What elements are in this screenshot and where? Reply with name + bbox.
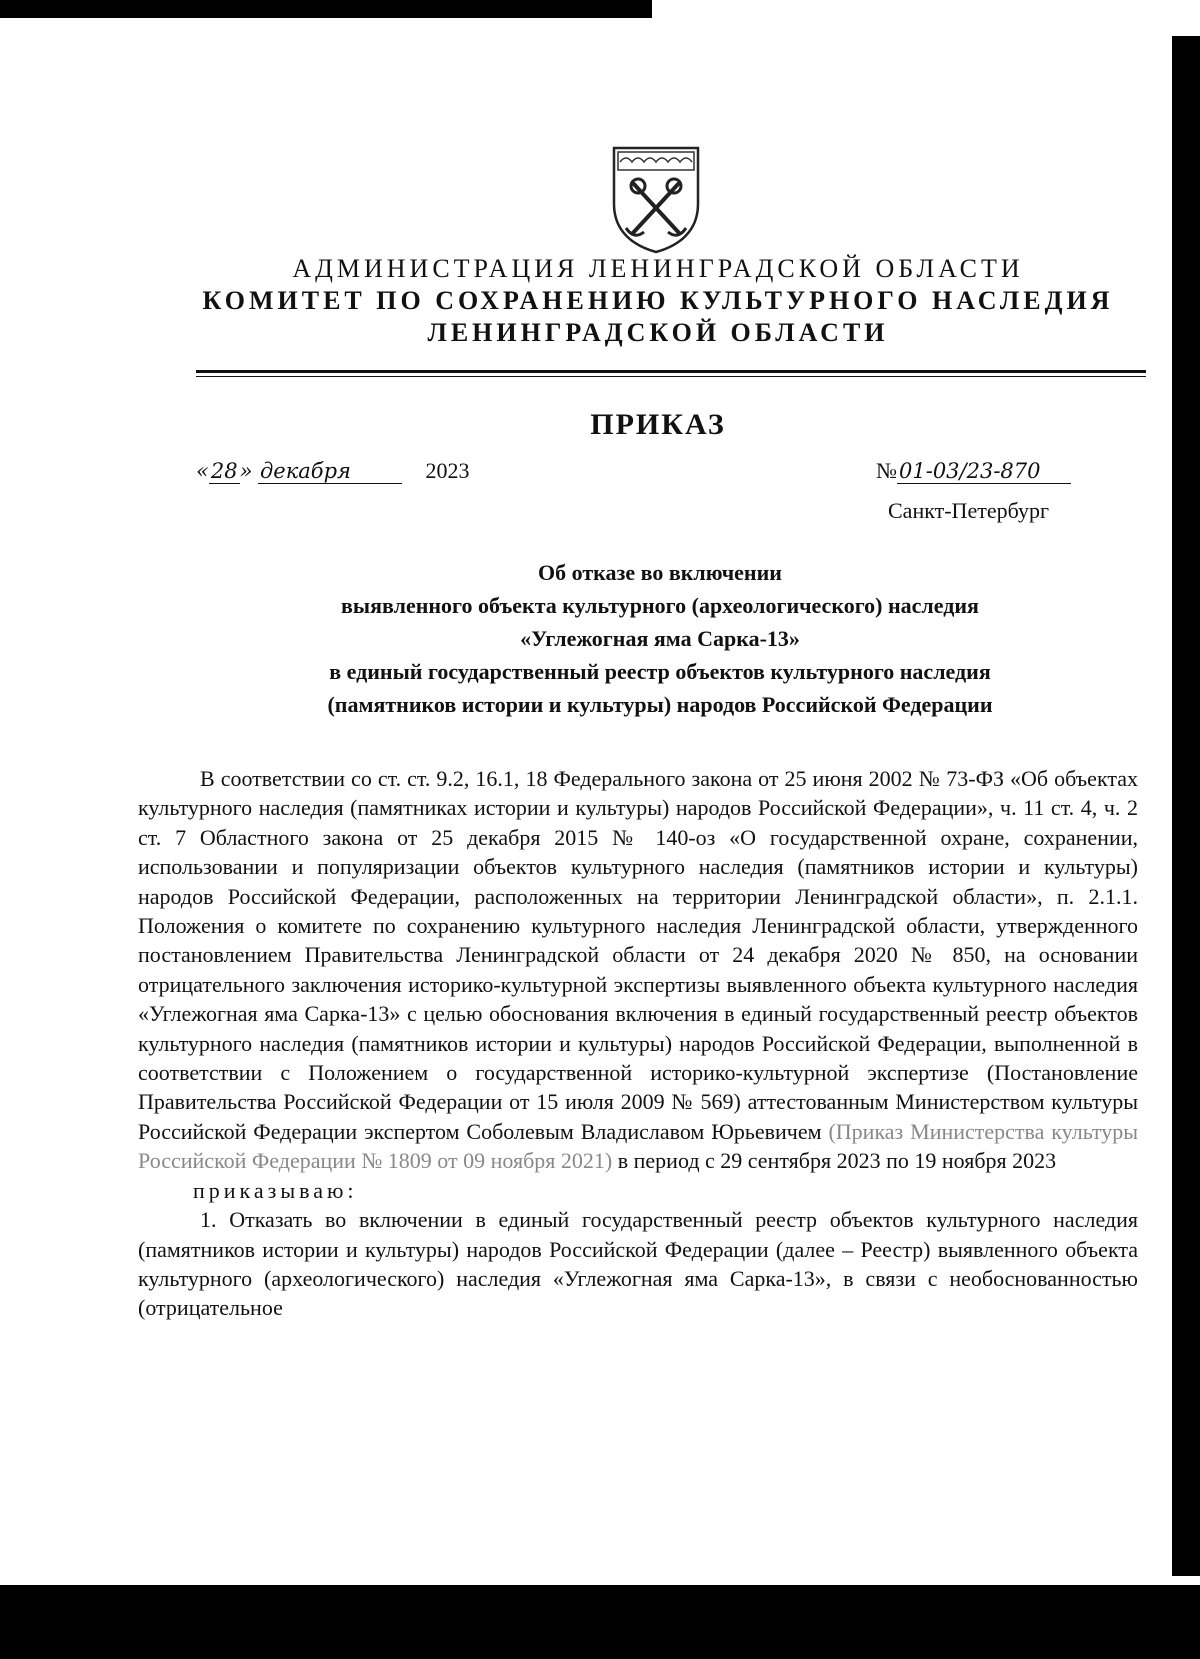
org-name-line-1: АДМИНИСТРАЦИЯ ЛЕНИНГРАДСКОЙ ОБЛАСТИ [292,254,1024,283]
org-name-line-2: КОМИТЕТ ПО СОХРАНЕНИЮ КУЛЬТУРНОГО НАСЛЕДИЯ [202,286,1114,315]
date-year: 2023 [425,458,470,483]
subject-line-4: в единый государственный реестр объектов культурного наследия [329,659,991,684]
order-number [876,458,1071,484]
number-value: 01-03/23-870 [897,459,1071,484]
header-divider-thin [196,376,1146,377]
order-subject [160,556,1160,721]
subject-line-1: Об отказе во включении [538,560,782,585]
preamble-reference: (Приказ Министерства культуры Российской Федерации № 1809 от 09 ноября 2021) [138,1118,1138,1174]
subject-line-2: выявленного объекта культурного (археологического) наследия [341,593,979,618]
date-day: 28 [210,459,238,483]
order-title: ПРИКАЗ [590,408,726,441]
scan-artifact-top [0,0,652,18]
order-directive: приказываю: [193,1177,358,1203]
number-prefix: № [876,458,897,483]
header-divider-thick [196,370,1146,373]
subject-line-5: (памятников истории и культуры) народов Российской Федерации [327,692,993,717]
scan-artifact-bottom [0,1585,1200,1659]
date-quote-close: » [239,459,253,483]
preamble-paragraph [138,764,1138,1176]
order-body [138,764,1138,1323]
order-date [196,458,469,484]
coat-of-arms-icon [608,142,704,256]
order-city: Санкт-Петербург [888,498,1049,523]
date-month: декабря [258,459,402,484]
date-quote-open: « [196,459,209,483]
subject-line-3: «Углежогная яма Сарка-13» [520,626,800,651]
org-name-line-3: ЛЕНИНГРАДСКОЙ ОБЛАСТИ [427,318,889,347]
order-item-1: 1. Отказать во включении в единый государственный реестр объектов культурного наследия (памятников истории и культуры) народов Российской Федерации (далее – Реестр) выявленного объекта культурного (археологического) наследия «Углежогная яма Сарка-13», в связи с необоснованностью (отрицательное [138,1207,1138,1321]
preamble-text: В соответствии со ст. ст. 9.2, 16.1, 18 Федерального закона от 25 июня 2002 № 73-ФЗ «Об объектах культурного наследия (памятниках истории и культуры) народов Российской Федерации», ч. 11 ст. 4, ч. 2 ст. 7 Областного закона от 25 декабря 2015 № 140-оз «О государственной охране, сохранении, использовании и популяризации объектов культурного наследия (памятников истории и культуры) народов Российской Федерации, расположенных на территории Ленинградской области», п. 2.1.1. Положения о комитете по сохранению культурного наследия Ленинградской области, утвержденного постановлением Правительства Ленинградской области от 24 декабря 2020 № 850, на основании отрицательного заключения историко-культурной экспертизы выявленного объекта культурного наследия «Углежогная яма Сарка-13» с целью обоснования включения в единый государственный реестр объектов культурного наследия (памятников истории и культуры) народов Российской Федерации, выполненной в соответствии с Положением о государственной историко-культурной экспертизе (Постановление Правительства Российской Федерации от 15 июля 2009 № 569) аттестованным Министерством культуры Российской Федерации экспертом Соболевым Владиславом Юрьевичем [138,766,1138,1144]
preamble-period: в период с 29 сентября 2023 по 19 ноября 2023 [612,1148,1057,1174]
